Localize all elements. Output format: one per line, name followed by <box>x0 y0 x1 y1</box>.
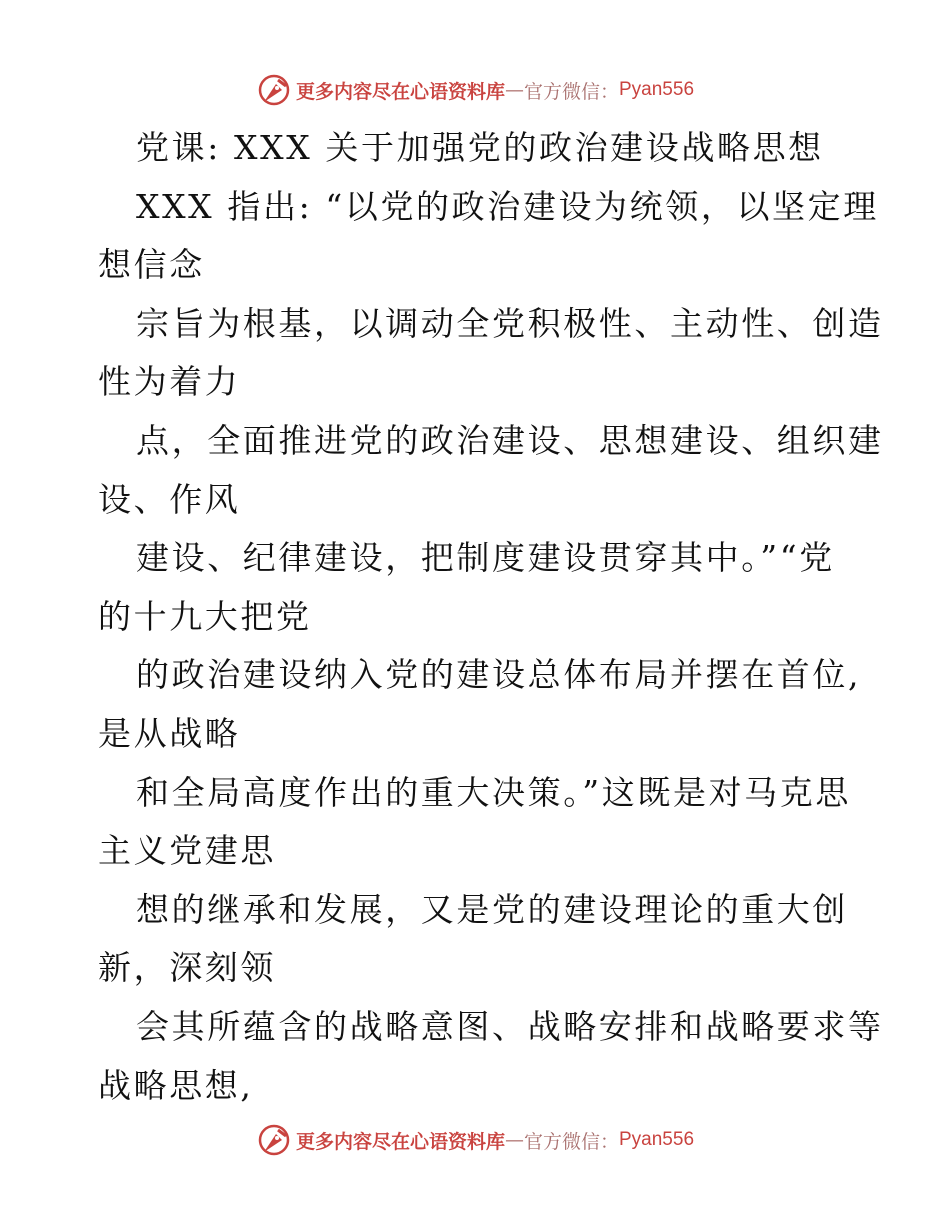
paragraph-line: 点，全面推进党的政治建设、思想建设、组织建 <box>136 420 884 460</box>
banner-wechat-id: Pyan556 <box>619 79 695 100</box>
banner-sub-text: 官方微信： <box>523 80 619 103</box>
paragraph-line: 宗旨为根基，以调动全党积极性、主动性、创造 <box>136 303 884 343</box>
paragraph-line: 主义党建思 <box>98 831 276 871</box>
paragraph-line: 的政治建设纳入党的建设总体布局并摆在首位, <box>136 655 862 695</box>
banner-wechat-id: Pyan556 <box>619 1129 695 1150</box>
paragraph-line: 战略思想, <box>98 1065 254 1105</box>
paragraph-line: 想信念 <box>98 245 205 285</box>
paragraph-line: 和全局高度作出的重大决策。”这既是对马克思 <box>136 772 851 812</box>
banner-main-text: 更多内容尽在心语资料库 <box>295 80 505 103</box>
document-body <box>98 119 884 1115</box>
paragraph-line: 想的继承和发展，又是党的建设理论的重大创 <box>136 889 848 929</box>
paragraph-line: 会其所蕴含的战略意图、战略安排和战略要求等 <box>136 1006 884 1046</box>
banner-dash: — <box>504 1129 524 1151</box>
paragraph-line: XXX 指出: “以党的政治建设为统领，以坚定理 <box>136 186 879 226</box>
footer-banner <box>0 1120 950 1160</box>
paragraph-line: 是从战略 <box>98 713 241 753</box>
pen-nib-logo-icon <box>256 1122 292 1158</box>
paragraph-line: 的十九大把党 <box>98 596 312 636</box>
paragraph-line: 性为着力 <box>98 362 241 402</box>
paragraph-line: 新，深刻领 <box>98 948 276 988</box>
banner-sub-text: 官方微信： <box>523 1130 619 1153</box>
banner-main-text: 更多内容尽在心语资料库 <box>295 1130 505 1153</box>
paragraph-line: 建设、纪律建设，把制度建设贯穿其中。”“党 <box>136 538 835 578</box>
header-banner <box>0 70 950 110</box>
banner-dash: — <box>504 79 524 101</box>
paragraph-line: 设、作风 <box>98 479 241 519</box>
document-title: 党课: XXX 关于加强党的政治建设战略思想 <box>136 128 824 167</box>
pen-nib-logo-icon <box>256 72 292 108</box>
